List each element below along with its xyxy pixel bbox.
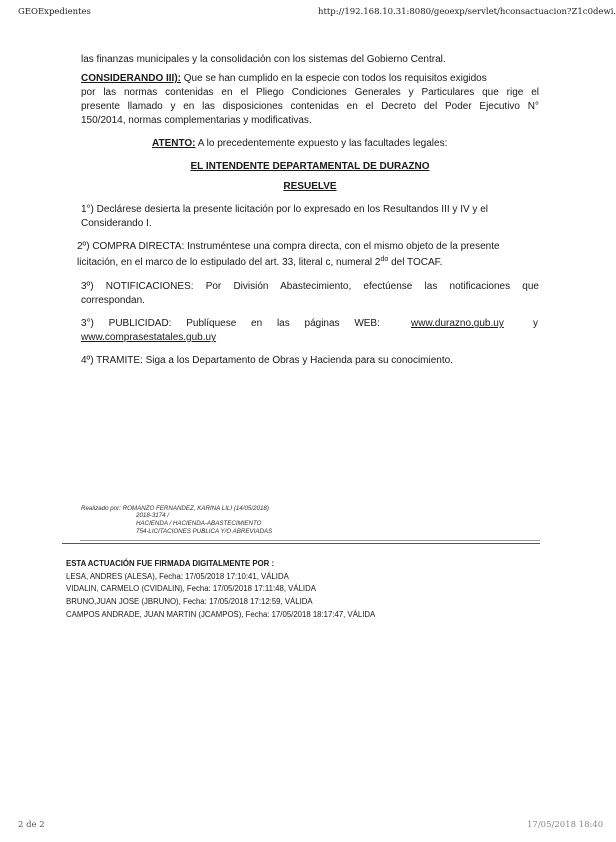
intendente-heading: EL INTENDENTE DEPARTAMENTAL DE DURAZNO — [190, 161, 430, 172]
considerando-3 — [81, 72, 539, 87]
resuelve-heading: RESUELVE — [283, 181, 337, 192]
link-comprasestatales[interactable]: www.comprasestatales.gub.uy — [81, 332, 217, 343]
divider-top — [80, 540, 540, 541]
considerando-3-label: CONSIDERANDO III): — [81, 73, 181, 84]
signatures-title: ESTA ACTUACIÓN FUE FIRMADA DIGITALMENTE POR : — [66, 559, 275, 568]
signature-entry: LESA, ANDRES (ALESA), Fecha: 17/05/2018 17:10:41, VÁLIDA — [66, 572, 289, 581]
considerando-3-line2: por las normas contenidas en el Pliego Condiciones Generales y Particulares que rige el — [81, 87, 539, 98]
paragraph-finanzas: las finanzas municipales y la consolidación con los sistemas del Gobierno Central. — [81, 54, 446, 65]
print-timestamp: 17/05/2018 18:40 — [527, 820, 604, 830]
oficina: HACIENDA / HACIENDA-ABASTECIMIENTO — [136, 520, 262, 527]
expediente-number: 2018-3174 / — [136, 512, 170, 519]
signature-entry: BRUNO,JUAN JOSE (JBRUNO), Fecha: 17/05/2018 17:12:59, VÁLIDA — [66, 597, 313, 606]
signature-entry: CAMPOS ANDRADE, JUAN MARTIN (JCAMPOS), Fecha: 17/05/2018 18:17:47, VÁLIDA — [66, 610, 376, 619]
item2-line2-post: del TOCAF. — [388, 257, 443, 268]
realizado-value: ROMANZO FERNANDEZ, KARINA LILI (14/05/2018) — [122, 505, 269, 512]
atento-label: ATENTO: — [152, 138, 196, 149]
tipo-tramite: 754-LICITACIONES PUBLICA Y/O ABREVIADAS — [136, 528, 273, 535]
item1-line2: Considerando I. — [81, 218, 152, 229]
realizado-label: Realizado por: — [81, 505, 121, 512]
considerando-3-line1: Que se han cumplido en la especie con todos los requisitos exigidos — [183, 73, 487, 84]
item3-line2: correspondan. — [81, 295, 145, 306]
realizado-por — [81, 505, 269, 513]
divider-bottom — [62, 543, 540, 544]
item4-line1 — [81, 317, 539, 332]
page-number: 2 de 2 — [18, 820, 45, 830]
atento-text: A lo precedentemente expuesto y las facultades legales: — [197, 138, 448, 149]
browser-header-url: http://192.168.10.31:8080/geoexp/servlet/hconsactuacion?Z1c0dewi. — [318, 7, 616, 17]
considerando-3-line4: 150/2014, normas complementarias y modificativas. — [81, 115, 312, 126]
item5: 4º) TRAMITE: Siga a los Departamento de Obras y Hacienda para su conocimiento. — [81, 355, 453, 366]
browser-header-title: GEOExpedientes — [18, 7, 91, 17]
link-durazno[interactable]: www.durazno.gub.uy — [411, 318, 504, 329]
considerando-3-line3: presente llamado y en las disposiciones contenidas en el Decreto del Poder Ejecutivo N° — [81, 101, 539, 112]
item4-label: 3°) PUBLICIDAD: Publíquese en las páginas WEB: — [81, 318, 380, 329]
atento — [152, 137, 447, 152]
item4-and: y — [533, 318, 538, 329]
item2-line2 — [77, 256, 442, 271]
item2-superscript: do — [380, 256, 389, 263]
item2-line1: 2º) COMPRA DIRECTA: Instruméntese una compra directa, con el mismo objeto de la presente — [77, 241, 500, 252]
item1-line1: 1°) Declárese desierta la presente licitación por lo expresado en los Resultandos III y IV y el — [81, 204, 488, 215]
signature-entry: VIDALIN, CARMELO (CVIDALIN), Fecha: 17/05/2018 17:11:48, VÁLIDA — [66, 584, 316, 593]
item3-line1: 3º) NOTIFICACIONES: Por División Abastecimiento, efectúense las notificaciones que — [81, 281, 539, 292]
item2-line2-text: licitación, en el marco de lo estipulado del art. 33, literal c, numeral 2 — [77, 257, 381, 268]
